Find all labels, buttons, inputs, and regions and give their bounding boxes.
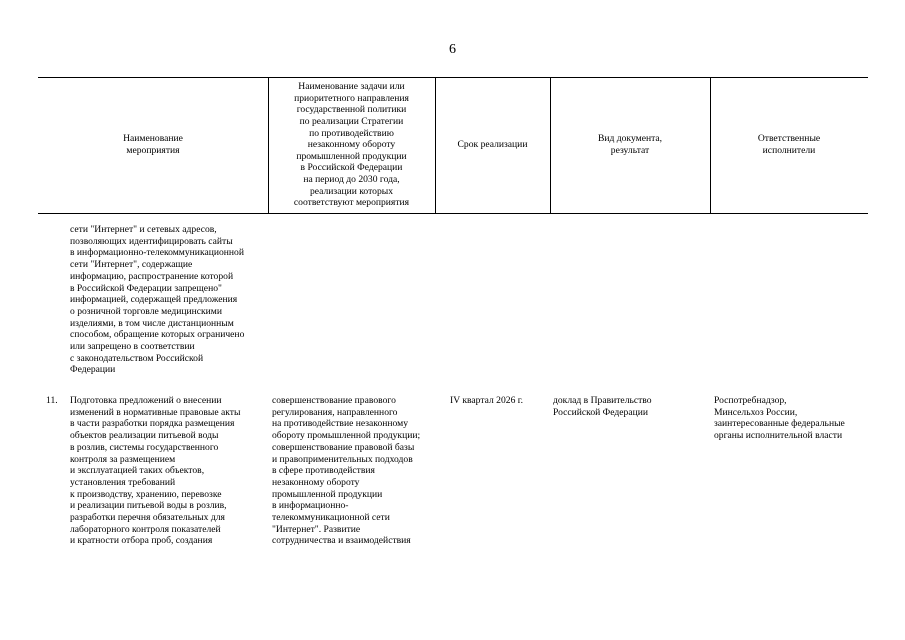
header-bottom-border bbox=[38, 213, 868, 214]
header-task-direction-text: Наименование задачи или приоритетного направления государственной политики по реализации Стратегии по противодействию незаконному обороту промышленной продукции в Российской Федерации на период до 2030 года, реализации которых соответствуют мероприятия bbox=[293, 81, 410, 209]
row-number: 11. bbox=[46, 395, 58, 406]
continuation-event-text: сети "Интернет" и сетевых адресов, позволяющих идентифицировать сайты в информационно-телекоммуникационной сети "Интернет", содержащие информацию, распространение которой в Российской Федерации запрещено" информацией, содержащей предложения о розничной торговле медицинскими изделиями, в том числе дистанционным способом, обращение которых ограничено или запрещено в соответствии с законодательством Российской Федерации bbox=[70, 224, 245, 376]
header-event-name bbox=[38, 77, 268, 213]
header-task-direction bbox=[268, 77, 435, 213]
header-event-name-text: Наименование мероприятия bbox=[123, 133, 183, 156]
header-document-result bbox=[550, 77, 710, 213]
header-responsible-text: Ответственные исполнители bbox=[757, 133, 821, 156]
row11-task-text: совершенствование правового регулирования, направленного на противодействие незаконному обороту промышленной продукции; совершенствование правовой базы и правоприменительных подходов в сфере противодействия незаконному обороту промышленной продукции в информационно- телекоммуникационной сети "Интернет". Развитие сотрудничества и взаимодействия bbox=[272, 395, 421, 547]
page-number: 6 bbox=[449, 42, 456, 57]
header-responsible bbox=[710, 77, 868, 213]
row11-deadline-text: IV квартал 2026 г. bbox=[450, 395, 524, 406]
header-deadline bbox=[435, 77, 550, 213]
row11-event-text: Подготовка предложений о внесении изменений в нормативные правовые акты в части разработки порядка размещения объектов реализации питьевой воды в розлив, системы государственного контроля за размещением и эксплуатацией таких объектов, установления требований к производству, хранению, перевозке и реализации питьевой воды в розлив, разработки перечня обязательных для лабораторного контроля показателей и кратности отбора проб, создания bbox=[70, 395, 241, 547]
row11-document-text: доклад в Правительство Российской Федерации bbox=[553, 395, 652, 418]
header-document-result-text: Вид документа, результат bbox=[597, 133, 663, 156]
header-deadline-text: Срок реализации bbox=[457, 139, 528, 151]
row11-responsible-text: Роспотребнадзор, Минсельхоз России, заинтересованные федеральные органы исполнительной власти bbox=[714, 395, 845, 442]
